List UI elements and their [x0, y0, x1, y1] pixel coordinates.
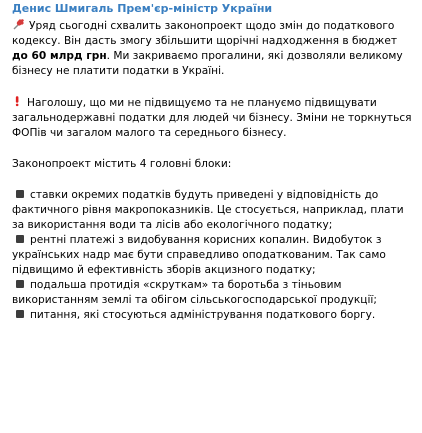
black-square-icon [16, 280, 24, 288]
paragraph-spacer [12, 172, 414, 188]
list-item [12, 233, 414, 278]
list-item [12, 278, 414, 308]
exclamation-icon [12, 95, 24, 107]
paragraph-blocks-intro: Законопроект містить 4 головні блоки: [12, 158, 232, 170]
list-item-text: рентні платежі з видобування корисних копалин. Видобуток з українських надр має бути справедливо оподаткованим. Так само підвищимо й ефективність зборів акцизного податку; [12, 234, 386, 276]
announcement-text-start: Уряд сьогодні схвалить законопроект щодо змін до податкового кодексу. Він дасть змогу збільшити щорічні надходження в бюджет [12, 20, 398, 47]
paragraph-spacer [12, 79, 414, 95]
taxes-note-text: Наголошу, що ми не підвищуємо та не плануємо підвищувати загальнодержавні податки для людей чи бізнесу. Зміни не торкнуться ФОПів чи загалом малого та середнього бізнесу. [12, 97, 412, 139]
paragraph-taxes-note [12, 95, 414, 141]
list-item-text: подальша протидія «скруткам» та боротьба з тіньовим використанням землі та обігом сільськогосподарської продукції; [12, 279, 377, 306]
black-square-icon [16, 235, 24, 243]
blocks-list [12, 188, 414, 323]
list-item-text: ставки окремих податків будуть приведені у відповідність до фактичного рівня макропоказників. Це стосується, наприклад, плати за використання води та лісів або екологічного податку; [12, 189, 404, 231]
black-square-icon [16, 310, 24, 318]
paragraph-announcement [12, 18, 414, 79]
list-item-text: питання, які стосуються адміністрування податкового боргу. [30, 309, 376, 321]
announcement-amount: до 60 млрд грн [12, 50, 107, 62]
announcement-text-end: . Ми закриваємо прогалини, які дозволяли великому бізнесу не платити податки в Україні. [12, 50, 403, 77]
paragraph-spacer [12, 141, 414, 157]
list-item [12, 188, 414, 233]
post-author[interactable]: Денис Шмигаль Прем'єр-міністр України [12, 2, 273, 15]
pushpin-icon [12, 18, 26, 30]
black-square-icon [16, 190, 24, 198]
list-item [12, 308, 414, 323]
